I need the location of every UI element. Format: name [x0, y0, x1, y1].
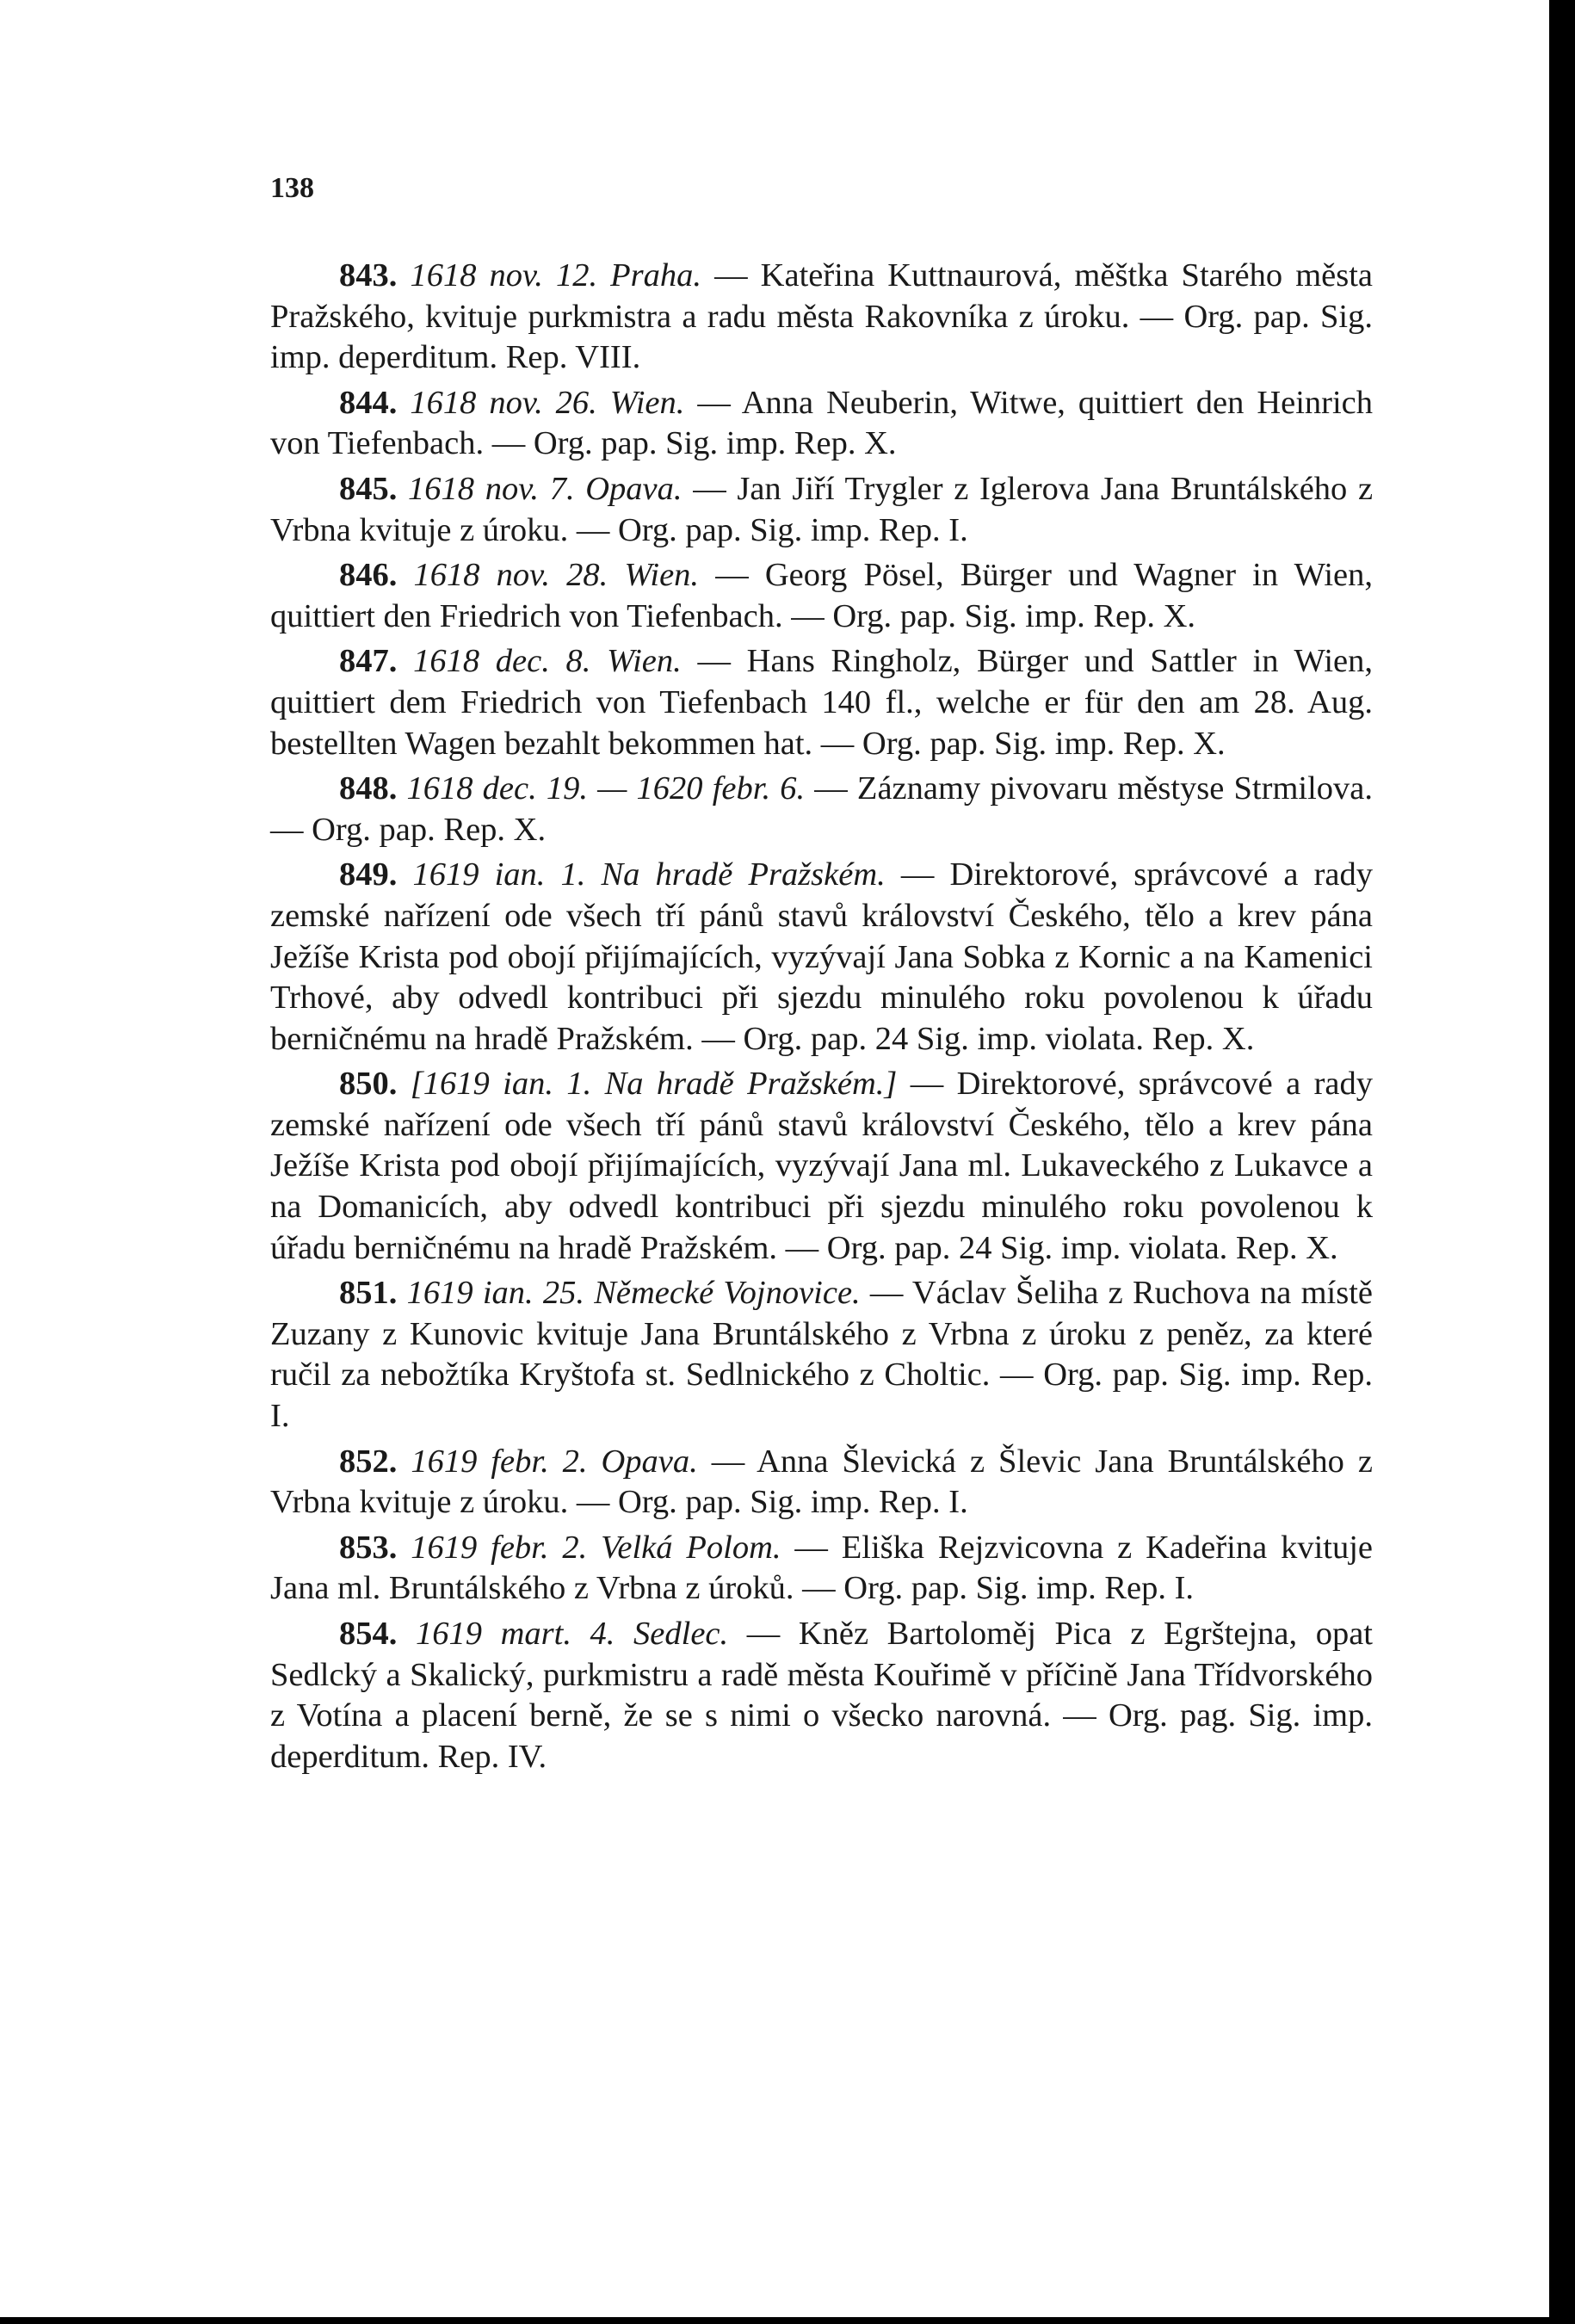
entry-849 — [270, 855, 1373, 1060]
entry-text: — Eliška Rejzvicovna z Kadeřina kvituje Jana ml. Bruntálského z Vrbna z úroků. — Org. pap. Sig. imp. Rep. I. — [270, 1529, 1374, 1607]
entry-844 — [270, 383, 1373, 465]
entry-text: — Hans Ringholz, Bürger und Sattler in Wien, quittiert dem Friedrich von Tiefenbach 140 fl., welche er für den am 28. Aug. bestellten Wagen bezahlt bekommen hat. — Org. pap. Sig. imp. Rep. X. — [270, 643, 1373, 762]
entry-date: 1619 ian. 1. Na hradě Pražském. — [412, 856, 886, 893]
entry-854 — [270, 1614, 1373, 1777]
entry-date: 1619 febr. 2. Opava. — [411, 1443, 698, 1480]
entry-number: 854. — [339, 1616, 398, 1652]
entry-845 — [270, 469, 1373, 551]
entry-853 — [270, 1528, 1373, 1610]
entry-851 — [270, 1273, 1373, 1437]
entry-text: — Georg Pösel, Bürger und Wagner in Wien, quittiert den Friedrich von Tiefenbach. — Org. pap. Sig. imp. Rep. X. — [270, 557, 1374, 634]
entry-list — [270, 256, 1373, 1782]
entry-number: 851. — [339, 1275, 398, 1312]
entry-text: — Jan Jiří Trygler z Iglerova Jana Bruntálského z Vrbna kvituje z úroku. — Org. pap. Sig. imp. Rep. I. — [270, 470, 1374, 548]
entry-text: — Direktorové, správcové a rady zemské nařízení ode všech tří pánů stavů království Českého, tělo a krev pána Ježíše Krista pod obojí přijímajících, vyzývají Jana ml. Lukaveckého z Lukavce a na Domanicích, aby odvedl kontribuci při sjezdu minulého roku povolenou k úřadu berničnému na hradě Pražském. — Org. pap. 24 Sig. imp. violata. Rep. X. — [270, 1066, 1374, 1266]
entry-text: — Direktorové, správcové a rady zemské nařízení ode všech tří pánů stavů království Českého, tělo a krev pána Ježíše Krista pod obojí přijímajících, vyzývají Jana Sobka z Kornic a na Kamenici Trhové, aby odvedl kontribuci při sjezdu minulého roku povolenou k úřadu berničnému na hradě Pražském. — Org. pap. 24 Sig. imp. violata. Rep. X. — [270, 856, 1373, 1057]
entry-number: 845. — [339, 470, 398, 507]
entry-848 — [270, 769, 1373, 850]
entry-847 — [270, 641, 1373, 764]
entry-date: 1618 nov. 12. Praha. — [410, 257, 702, 294]
entry-text: — Kateřina Kuttnaurová, měštka Starého města Pražského, kvituje purkmistra a radu města Rakovníka z úroku. — Org. pap. Sig. imp. deperditum. Rep. VIII. — [270, 257, 1374, 376]
entry-date: 1619 ian. 25. Německé Vojnovice. — [406, 1275, 861, 1312]
entry-text: — Anna Šlevická z Šlevic Jana Bruntálského z Vrbna kvituje z úroku. — Org. pap. Sig. imp. Rep. I. — [270, 1443, 1373, 1521]
entry-number: 843. — [339, 257, 398, 294]
entry-number: 846. — [339, 557, 398, 594]
entry-846 — [270, 555, 1373, 637]
entry-date: 1618 nov. 7. Opava. — [408, 470, 682, 507]
entry-843 — [270, 256, 1373, 379]
entry-date: 1619 febr. 2. Velká Polom. — [411, 1529, 781, 1566]
entry-text: — Záznamy pivovaru městyse Strmilova. — Org. pap. Rep. X. — [270, 770, 1373, 848]
entry-number: 847. — [339, 643, 398, 680]
entry-date: 1619 mart. 4. Sedlec. — [415, 1616, 729, 1652]
entry-number: 844. — [339, 384, 398, 421]
entry-852 — [270, 1442, 1373, 1524]
entry-number: 852. — [339, 1443, 398, 1480]
entry-number: 849. — [339, 856, 398, 893]
entry-text: — Václav Šeliha z Ruchova na místě Zuzany z Kunovic kvituje Jana Bruntálského z Vrbna z úroku z peněz, za které ručil za nebožtíka Kryštofa st. Sedlnického z Choltic. — Org. pap. Sig. imp. Rep. I. — [270, 1275, 1374, 1435]
entry-number: 848. — [339, 770, 398, 807]
entry-date: 1618 dec. 19. — 1620 febr. 6. — [406, 770, 806, 807]
entry-text: — Anna Neuberin, Witwe, quittiert den Heinrich von Tiefenbach. — Org. pap. Sig. imp. Rep. X. — [270, 384, 1374, 462]
entry-text: — Kněz Bartoloměj Pica z Egrštejna, opat Sedlcký a Skalický, purkmistru a radě města Kouřimě v příčině Jana Třídvorského z Votína a placení berně, že se s nimi o všecko narovná. — Org. pag. Sig. imp. deperditum. Rep. IV. — [270, 1616, 1373, 1775]
entry-date: 1618 nov. 28. Wien. — [413, 557, 700, 594]
entry-number: 853. — [339, 1529, 398, 1566]
entry-number: 850. — [339, 1066, 398, 1103]
entry-date: 1618 nov. 26. Wien. — [410, 384, 685, 421]
entry-850 — [270, 1064, 1373, 1269]
page-number: 138 — [270, 172, 314, 204]
entry-date: 1618 dec. 8. Wien. — [413, 643, 682, 680]
entry-date: [1619 ian. 1. Na hradě Pražském.] — [410, 1066, 898, 1103]
